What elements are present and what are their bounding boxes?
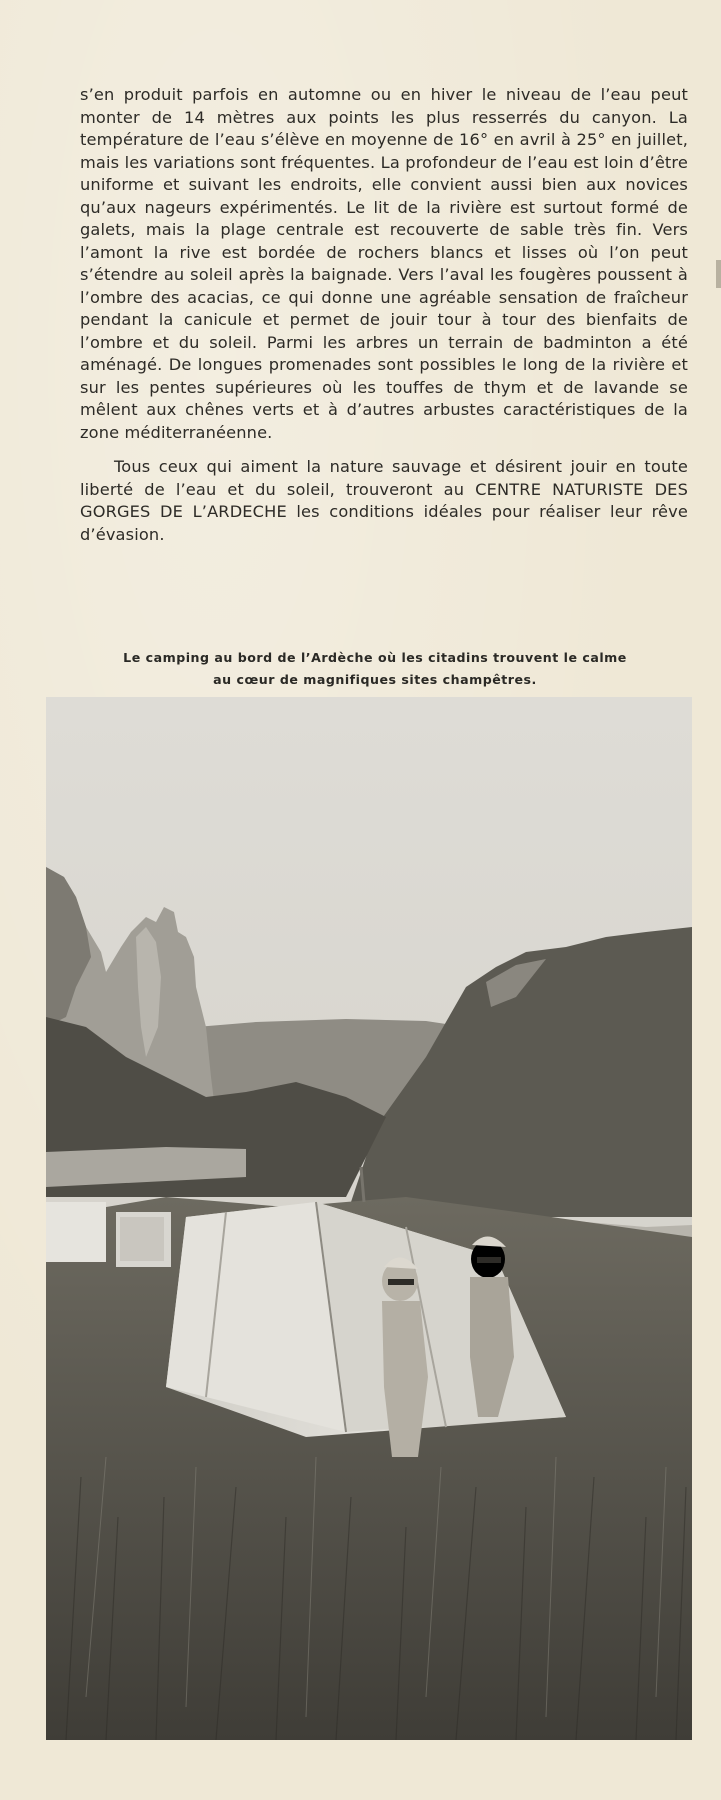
caption-line-2: au cœur de magnifiques sites champêtres.: [213, 672, 537, 687]
caption-line-1: Le camping au bord de l’Ardèche où les citadins trouvent le calme: [123, 650, 627, 665]
page-edge-mark: [716, 260, 721, 288]
camping-photo-illustration: [46, 697, 692, 1740]
camping-photograph: [46, 697, 692, 1740]
article-text: [80, 84, 688, 546]
paragraph-1: s’en produit parfois en automne ou en hiver le niveau de l’eau peut monter de 14 mètres aux points les plus resserrés du canyon. La température de l’eau s’élève en moyenne de 16° en avril à 25° en juillet, mais les variations sont fréquentes. La profondeur de l’eau est loin d’être uniforme et suivant les endroits, elle convient aussi bien aux novices qu’aux nageurs expérimentés. Le lit de la rivière est surtout formé de galets, mais la plage centrale est recouverte de sable très fin. Vers l’amont la rive est bordée de rochers blancs et lisses où l’on peut s’étendre au soleil après la baignade. Vers l’aval les fougères poussent à l’ombre des acacias, ce qui donne une agréable sensation de fraîcheur pendant la canicule et permet de jouir tour à tour des bienfaits de l’ombre et du soleil. Parmi les arbres un terrain de badminton a été aménagé. De longues promenades sont possibles le long de la rivière et sur les pentes supérieures où les touffes de thym et de lavande se mêlent aux chênes verts et à d’autres arbustes caractéristiques de la zone méditerranéenne.: [80, 85, 688, 442]
photo-caption: [60, 647, 690, 691]
paragraph-2: Tous ceux qui aiment la nature sauvage et désirent jouir en toute liberté de l’eau et du soleil, trouveront au CENTRE NATURISTE DES GORGES DE L’ARDECHE les conditions idéales pour réaliser leur rêve d’évasion.: [80, 457, 688, 544]
